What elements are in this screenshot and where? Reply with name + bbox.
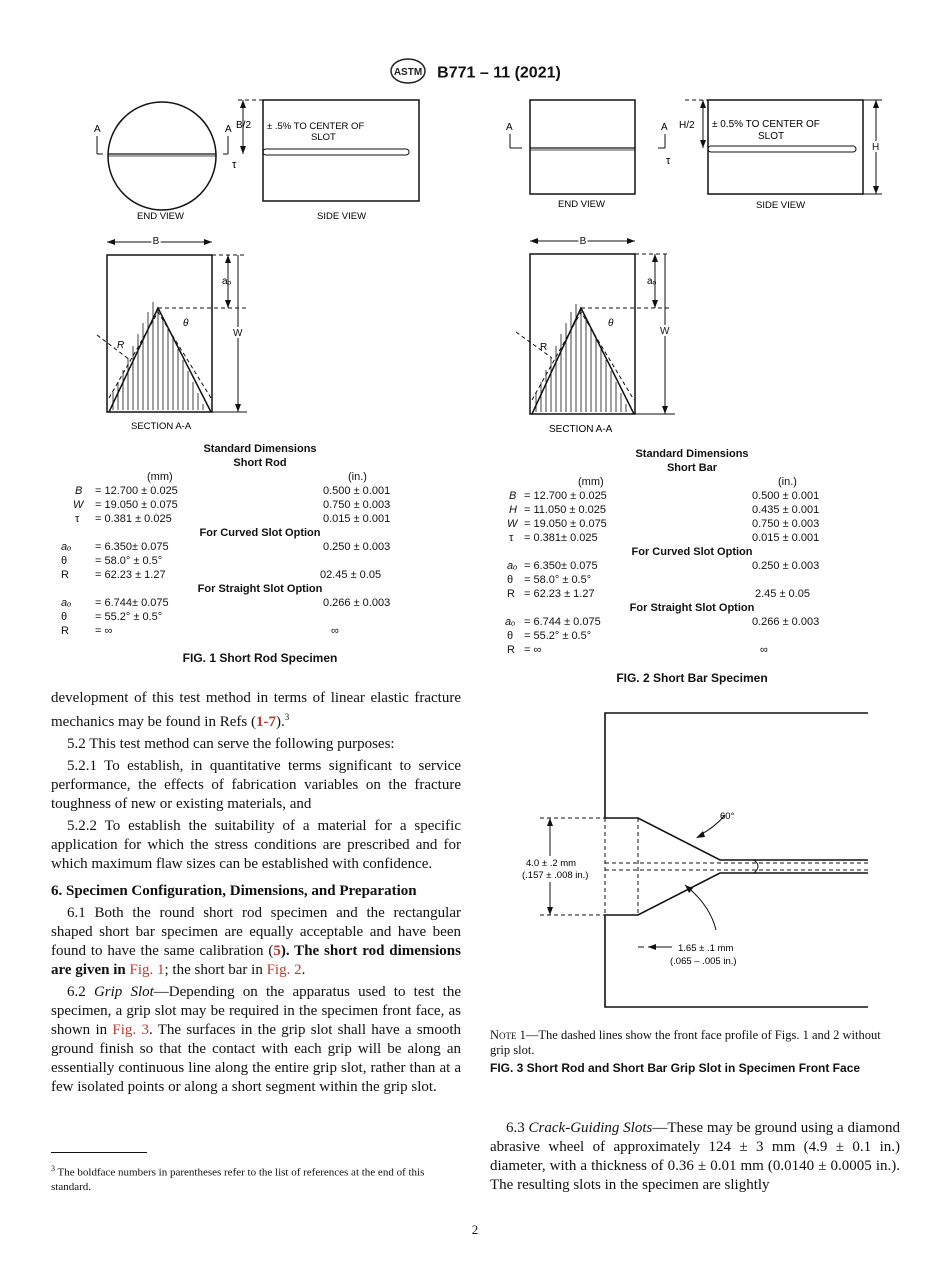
table-row: aₒ = 6.350± 0.075 0.250 ± 0.003 (507, 560, 820, 572)
fig2-slot-note-2: SLOT (758, 131, 785, 142)
fig3-note-prefix: Note 1 (490, 1028, 526, 1042)
fig1-label-b: B (152, 236, 160, 247)
fig1-side-view-label: SIDE VIEW (317, 211, 367, 222)
fig1-label-a-right: A (225, 124, 232, 135)
fig1-end-view-label: END VIEW (137, 211, 184, 222)
paragraph-5-2-1: 5.2.1 To establish, in quantitative terms significant to service performance, the effects of fabrication variables on the fracture toughness of new or existing materials, and (51, 758, 461, 812)
fig2-label-a-right: A (661, 122, 668, 133)
fig1-link[interactable]: Fig. 1 (129, 962, 165, 978)
table-row: B = 12.700 ± 0.025 0.500 ± 0.001 (509, 490, 820, 502)
table-row: θ = 55.2° ± 0.5° (507, 630, 592, 642)
document-designation: B771 – 11 (2021) (437, 64, 561, 82)
fig3-note (490, 1028, 900, 1058)
fig1-label-r: R (117, 340, 125, 351)
ref-link-1-7[interactable]: 1-7 (255, 714, 276, 730)
paragraph-6-1: 6.1 Both the round short rod specimen and the rectangular shaped short bar specimen are equally acceptable and have been found to have the same calibration (5). The short rod dimensions are given in Fig. 1; the short bar in Fig. 2. (51, 905, 461, 978)
fig1-table-title: Standard Dimensions (203, 443, 317, 455)
paragraph-6-2: 6.2 Grip Slot—Depending on the apparatus used to test the specimen, a grip slot may be required in the specimen front face, as shown in Fig. 3. The surfaces in the grip slot shall have a smooth ground finish so that the contact with each grip will be along an essentially continuous line along the entire grip slot, rather than at a few isolated points or along a short segment within the grip slot. (51, 984, 461, 1095)
fig2-label-tau: τ (666, 155, 671, 167)
table-row: R = ∞ ∞ (507, 644, 768, 656)
fig2-link[interactable]: Fig. 2 (266, 962, 302, 978)
fig2-drawing (500, 92, 890, 437)
fig2-straight-heading: For Straight Slot Option (629, 602, 755, 614)
paragraph-5-1-cont: development of this test method in terms of linear elastic fracture mechanics may be found in Refs (1-7).$^3$ (51, 690, 461, 730)
fig1-dimension-table (55, 442, 465, 638)
fig1-curved-heading: For Curved Slot Option (199, 527, 321, 539)
fig2-label-b: B (579, 236, 587, 247)
table-row: θ = 58.0° ± 0.5° (507, 574, 592, 586)
page-number: 2 (471, 1222, 479, 1237)
fig2-label-w: W (660, 326, 670, 337)
table-row: aₒ = 6.744± 0.075 0.266 ± 0.003 (61, 597, 391, 609)
table-row: aₒ = 6.350± 0.075 0.250 ± 0.003 (61, 541, 391, 553)
table-row: B = 12.700 ± 0.025 0.500 ± 0.001 (75, 485, 391, 497)
fig1-label-ao: aₒ (222, 276, 232, 287)
fig2-side-view-label: SIDE VIEW (756, 200, 806, 211)
table-row: τ = 0.381 ± 0.025 0.015 ± 0.001 (75, 513, 391, 525)
footnote: $^3$ The boldface numbers in parentheses refer to the list of references at the end of this standard. (51, 1164, 425, 1193)
table-row: R = ∞ ∞ (61, 625, 339, 637)
paragraph-5-2: 5.2 This test method can serve the following purposes: (67, 736, 395, 752)
paragraph-5-2-2: 5.2.2 To establish the suitability of a material for a specific application for which the stress conditions are prescribed and for which maximum flaw sizes can be established with confidence. (51, 818, 461, 872)
fig3-drawing (520, 705, 880, 1015)
fig1-slot-note-1: ± .5% TO CENTER OF (267, 121, 365, 132)
fig2-curved-heading: For Curved Slot Option (631, 546, 753, 558)
fig2-col-in: (in.) (778, 476, 797, 488)
fig1-col-mm: (mm) (147, 471, 173, 483)
fig3-dim-b-in: (.065 – .005 in.) (670, 956, 737, 967)
fig2-col-mm: (mm) (578, 476, 604, 488)
table-row: θ = 55.2° ± 0.5° (61, 611, 163, 623)
fig3-link[interactable]: Fig. 3 (112, 1022, 149, 1038)
fig1-col-in: (in.) (348, 471, 367, 483)
table-row: H = 11.050 ± 0.025 0.435 ± 0.001 (509, 504, 820, 516)
table-row: R = 62.23 ± 1.27 02.45 ± 0.05 (61, 569, 382, 581)
table-row: τ = 0.381± 0.025 0.015 ± 0.001 (509, 532, 820, 544)
fig1-drawing (85, 92, 435, 437)
fig1-label-b2: B/2 (236, 120, 252, 131)
footnote-divider (51, 1152, 147, 1153)
fig3-dim-a-in: (.157 ± .008 in.) (522, 870, 589, 881)
fig2-slot-note-1: ± 0.5% TO CENTER OF (712, 119, 820, 130)
fig2-label-ao: aₒ (647, 276, 657, 287)
fig2-section-label: SECTION A-A (549, 424, 613, 435)
ref-link-5[interactable]: 5 (273, 943, 281, 959)
fig2-label-h2: H/2 (679, 120, 695, 131)
fig2-table-subtitle: Short Bar (666, 462, 718, 474)
fig1-table-subtitle: Short Rod (233, 457, 287, 469)
astm-logo (389, 58, 427, 89)
fig2-dimension-table (492, 447, 892, 657)
fig3-dim-a-mm: 4.0 ± .2 mm (526, 858, 577, 869)
fig3-caption: FIG. 3 Short Rod and Short Bar Grip Slot in Specimen Front Face (490, 1061, 861, 1075)
section-6-heading: 6. Specimen Configuration, Dimensions, and Preparation (51, 883, 417, 899)
fig2-end-view-label: END VIEW (558, 199, 605, 210)
fig1-straight-heading: For Straight Slot Option (197, 583, 323, 595)
fig2-label-theta: θ (608, 318, 614, 329)
fig1-caption: FIG. 1 Short Rod Specimen (182, 651, 338, 665)
page-header (0, 58, 950, 89)
table-row: W = 19.050 ± 0.075 0.750 ± 0.003 (507, 518, 820, 530)
fig1-section-label: SECTION A-A (131, 421, 192, 432)
table-row: aₒ = 6.744 ± 0.075 0.266 ± 0.003 (505, 616, 820, 628)
logo-text: ASTM (394, 67, 423, 78)
fig3-angle-label: 60° (720, 811, 735, 822)
fig2-table-title: Standard Dimensions (635, 448, 749, 460)
fig2-caption: FIG. 2 Short Bar Specimen (616, 671, 768, 685)
fig1-label-w: W (233, 328, 243, 339)
fig3-dim-b-mm: 1.65 ± .1 mm (678, 943, 734, 954)
left-column-text (51, 689, 461, 1100)
fig3-note-text: —The dashed lines show the front face profile of Figs. 1 and 2 without grip slot. (490, 1028, 881, 1057)
fig1-label-a-left: A (94, 124, 101, 135)
fig2-label-a-left: A (506, 122, 513, 133)
fig2-label-r: R (540, 342, 548, 353)
fig1-slot-note-2: SLOT (311, 132, 336, 143)
table-row: θ = 58.0° ± 0.5° (61, 555, 163, 567)
fig1-label-theta: θ (183, 318, 189, 329)
table-row: W = 19.050 ± 0.075 0.750 ± 0.003 (73, 499, 391, 511)
fig2-label-h: H (872, 142, 880, 153)
table-row: R = 62.23 ± 1.27 2.45 ± 0.05 (507, 588, 810, 600)
fig1-label-tau: τ (232, 159, 237, 171)
paragraph-6-3: 6.3 Crack-Guiding Slots—These may be ground using a diamond abrasive wheel of approximately 124 ± 3 mm (4.9 ± 0.1 in.) diameter, with a thickness of 0.36 ± 0.01 mm (0.0140 ± 0.0005 in.). The resulting slots in the specimen are slightly (490, 1120, 900, 1193)
